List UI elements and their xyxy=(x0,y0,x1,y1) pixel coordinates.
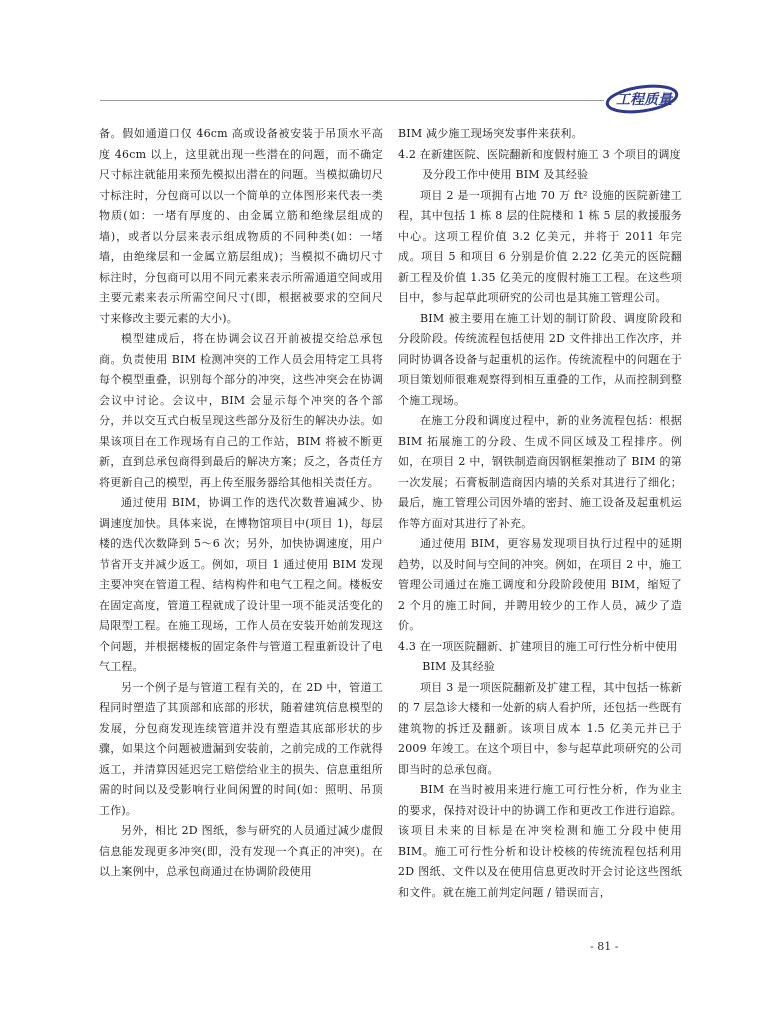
section-heading: 4.3 在一项医院翻新、扩建项目的施工可行性分析中使用 BIM 及其经验 xyxy=(398,639,678,673)
right-column xyxy=(398,124,682,903)
paragraph: BIM 被主要用在施工计划的制订阶段、调度阶段和分段阶段。传统流程包括使用 2D 文件排出工作次序，并同时协调各设备与起重机的运作。传统流程中的问题在于项目策划师很难观察得到相互重叠的工作，从而控制到整个施工现场。 xyxy=(398,311,682,407)
paragraph: 在施工分段和调度过程中，新的业务流程包括：根据 BIM 拓展施工的分段、生成不同区域及工程排序。例如，在项目 2 中，钢铁制造商因钢框架推动了 BIM 的第一次发展；石膏板制造商因内墙的关系对其进行了细化；最后，施工管理公司因外墙的密封、施工设备及起重机运作等方面对其进行了补充。 xyxy=(398,414,682,530)
logo-text: 工程质量 xyxy=(616,92,672,108)
left-column xyxy=(99,124,383,883)
paragraph: BIM 在当时被用来进行施工可行性分析，作为业主的要求，保持对设计中的协调工作和更改工作进行追踪。该项目未来的目标是在冲突检测和施工分段中使用 BIM。施工可行性分析和设计校核的传统流程包括利用 2D 图纸、文件以及在使用信息更改时开会讨论这些图纸和文件。就在施工前判定问题 / 错误而言， xyxy=(398,783,682,899)
page-number: - 81 - xyxy=(590,940,619,953)
section-heading: 4.2 在新建医院、医院翻新和度假村施工 3 个项目的调度及分段工作中使用 BIM 及其经验 xyxy=(398,147,681,181)
paragraph: 另一个例子是与管道工程有关的，在 2D 中，管道工程同时塑造了其顶部和底部的形状，随着建筑信息模型的发展，分包商发现连续管道并没有塑造其底部形状的步骤，如果这个问题被遗漏到安装前，之前完成的工作就得返工，并清算因延迟完工赔偿给业主的损失、信息重组所需的时间以及受影响行业间闲置的时间(如：照明、吊顶工作)。 xyxy=(99,680,383,817)
journal-logo xyxy=(604,82,682,116)
paragraph: 项目 3 是一项医院翻新及扩建工程，其中包括一栋新的 7 层急诊大楼和一处新的病人看护所，还包括一些既有建筑物的拆迁及翻新。该项目成本 1.5 亿美元并已于 2009 年竣工。在这个项目中，参与起草此项研究的公司即当时的总承包商。 xyxy=(398,680,682,776)
paragraph: 备。假如通道口仅 46cm 高或设备被安装于吊顶水平高度 46cm 以上，这里就出现一些潜在的问题，而不确定尺寸标注就能用来预先模拟出潜在的问题。当模拟确切尺寸标注时，分包商可以以一个简单的立体图形来代表一类物质(如：一堵有厚度的、由金属立筋和绝缘层组成的墙)，或者以分层来表示组成物质的不同种类(如：一堵墙，由绝缘层和一金属立筋层组成)；当模拟不确切尺寸标注时，分包商可以用不同元素来表示所需通道空间或用主要元素来表示所需空间尺寸(即，根据被要求的空间尺寸来修改主要元素的大小)。 xyxy=(99,127,383,325)
paragraph: 项目 2 是一项拥有占地 70 万 ft² 设施的医院新建工程，其中包括 1 栋 8 层的住院楼和 1 栋 5 层的救援服务中心。这项工程价值 3.2 亿美元，并将于 2011 年完成。项目 5 和项目 6 分别是价值 2.22 亿美元的医院翻新工程及价值 1.35 亿美元的度假村施工工程。在这些项目中，参与起草此项研究的公司也是其施工管理公司。 xyxy=(398,188,682,304)
paragraph: 模型建成后，将在协调会议召开前被提交给总承包商。负责使用 BIM 检测冲突的工作人员会用特定工具将每个模型重叠，识别每个部分的冲突，这些冲突会在协调会议中讨论。会议中，BIM 会显示每个冲突的各个部分，并以交互式白板呈现这些部分及衍生的解决办法。如果该项目在工作现场有自己的工作站，BIM 将被不断更新，直到总承包商得到最后的解决方案；反之，各责任方将更新自己的模型，再上传至服务器给其他相关责任方。 xyxy=(99,332,383,489)
paragraph: 通过使用 BIM，协调工作的迭代次数普遍减少、协调速度加快。具体来说，在博物馆项目中(项目 1)，每层楼的迭代次数降到 5～6 次；另外，加快协调速度，用户节省开支并减少返工。例如，项目 1 通过使用 BIM 发现主要冲突在管道工程、结构构件和电气工程之间。楼板安在固定高度，管道工程就成了设计里一项不能灵活变化的局限型工程。在施工现场，工作人员在安装开始前发现这个问题，并根据楼板的固定条件与管道工程重新设计了电气工程。 xyxy=(99,496,383,673)
paragraph: 另外，相比 2D 图纸，参与研究的人员通过减少虚假信息能发现更多冲突(即，没有发现一个真正的冲突)。在以上案例中，总承包商通过在协调阶段使用 xyxy=(99,824,383,878)
paragraph: 通过使用 BIM，更容易发现项目执行过程中的延期趋势，以及时间与空间的冲突。例如，在项目 2 中，施工管理公司通过在施工调度和分段阶段使用 BIM，缩短了 2 个月的施工时间，并聘用较少的工作人员，减少了造价。 xyxy=(398,537,682,632)
header-rule xyxy=(100,100,604,101)
paragraph: BIM 减少施工现场突发事件来获利。 xyxy=(398,127,583,140)
